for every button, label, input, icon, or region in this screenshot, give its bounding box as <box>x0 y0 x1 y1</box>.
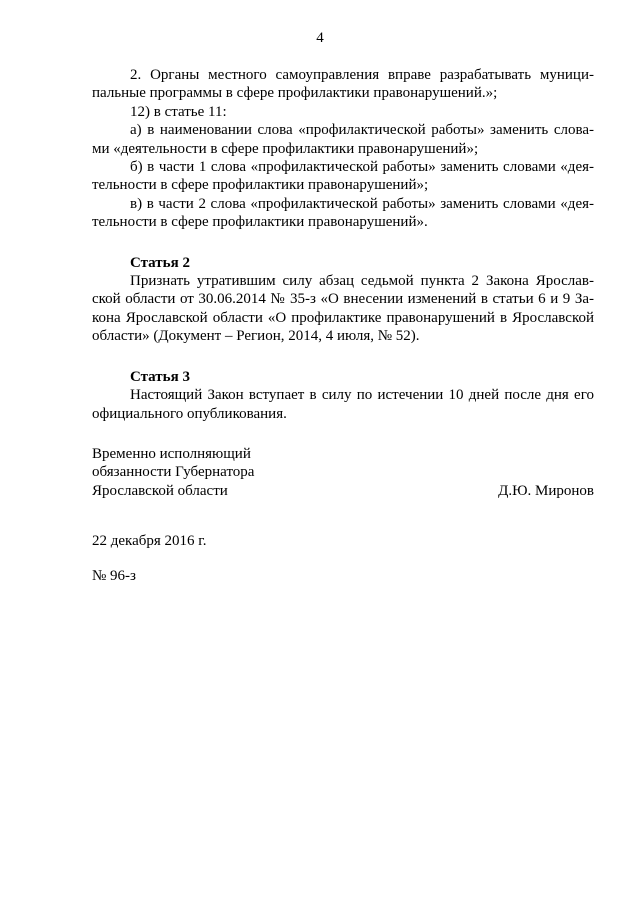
paragraph-line: б) в части 1 слова «профилактической работы» заменить словами «дея- <box>130 159 594 176</box>
article-2 <box>92 254 594 346</box>
signer-name: Д.Ю. Миронов <box>498 482 594 499</box>
paragraph-line: области» (Документ – Регион, 2014, 4 июля, № 52). <box>92 328 420 345</box>
paragraph-line: а) в наименовании слова «профилактической работы» заменить слова- <box>130 122 594 139</box>
paragraph-line: ми «деятельности в сфере профилактики правонарушений»; <box>92 140 479 157</box>
paragraph-line: пальные программы в сфере профилактики правонарушений.»; <box>92 85 498 102</box>
law-number: № 96-з <box>92 568 136 584</box>
signer-position-line: обязанности Губернатора <box>92 464 255 481</box>
paragraph-item-a <box>92 121 594 158</box>
signer-position-line: Временно исполняющий <box>92 446 251 462</box>
spacer <box>92 346 594 368</box>
document-date: 22 декабря 2016 г. <box>92 533 207 549</box>
paragraph-line: Признать утратившим силу абзац седьмой пункта 2 Закона Ярослав- <box>130 273 594 290</box>
article-3-title: Статья 3 <box>130 368 190 385</box>
paragraph-line: в) в части 2 слова «профилактической работы» заменить словами «дея- <box>130 195 594 212</box>
paragraph-municipal-programs <box>92 66 594 103</box>
paragraph-line: кона Ярославской области «О профилактике правонарушений в Ярославской <box>92 309 594 326</box>
signature-row <box>92 482 594 500</box>
document-body <box>92 66 594 423</box>
paragraph-line: тельности в сфере профилактики правонарушений». <box>92 214 428 231</box>
page-number: 4 <box>316 30 324 46</box>
paragraph-article-11 <box>92 103 594 121</box>
article-2-title: Статья 2 <box>130 254 190 271</box>
paragraph-line: ской области от 30.06.2014 № 35-з «О внесении изменений в статьи 6 и 9 За- <box>92 291 594 308</box>
signature-block <box>92 445 594 500</box>
paragraph-item-b <box>92 158 594 195</box>
paragraph-line: 12) в статье 11: <box>130 103 227 120</box>
paragraph-line: 2. Органы местного самоуправления вправе разрабатывать муници- <box>130 67 594 83</box>
paragraph-item-c <box>92 195 594 232</box>
paragraph-line: тельности в сфере профилактики правонарушений»; <box>92 177 429 194</box>
article-3 <box>92 368 594 423</box>
signer-position-line: Ярославской области <box>92 482 228 499</box>
paragraph-line: Настоящий Закон вступает в силу по истечении 10 дней после дня его <box>130 387 594 404</box>
paragraph-line: официального опубликования. <box>92 405 287 422</box>
spacer <box>92 232 594 254</box>
